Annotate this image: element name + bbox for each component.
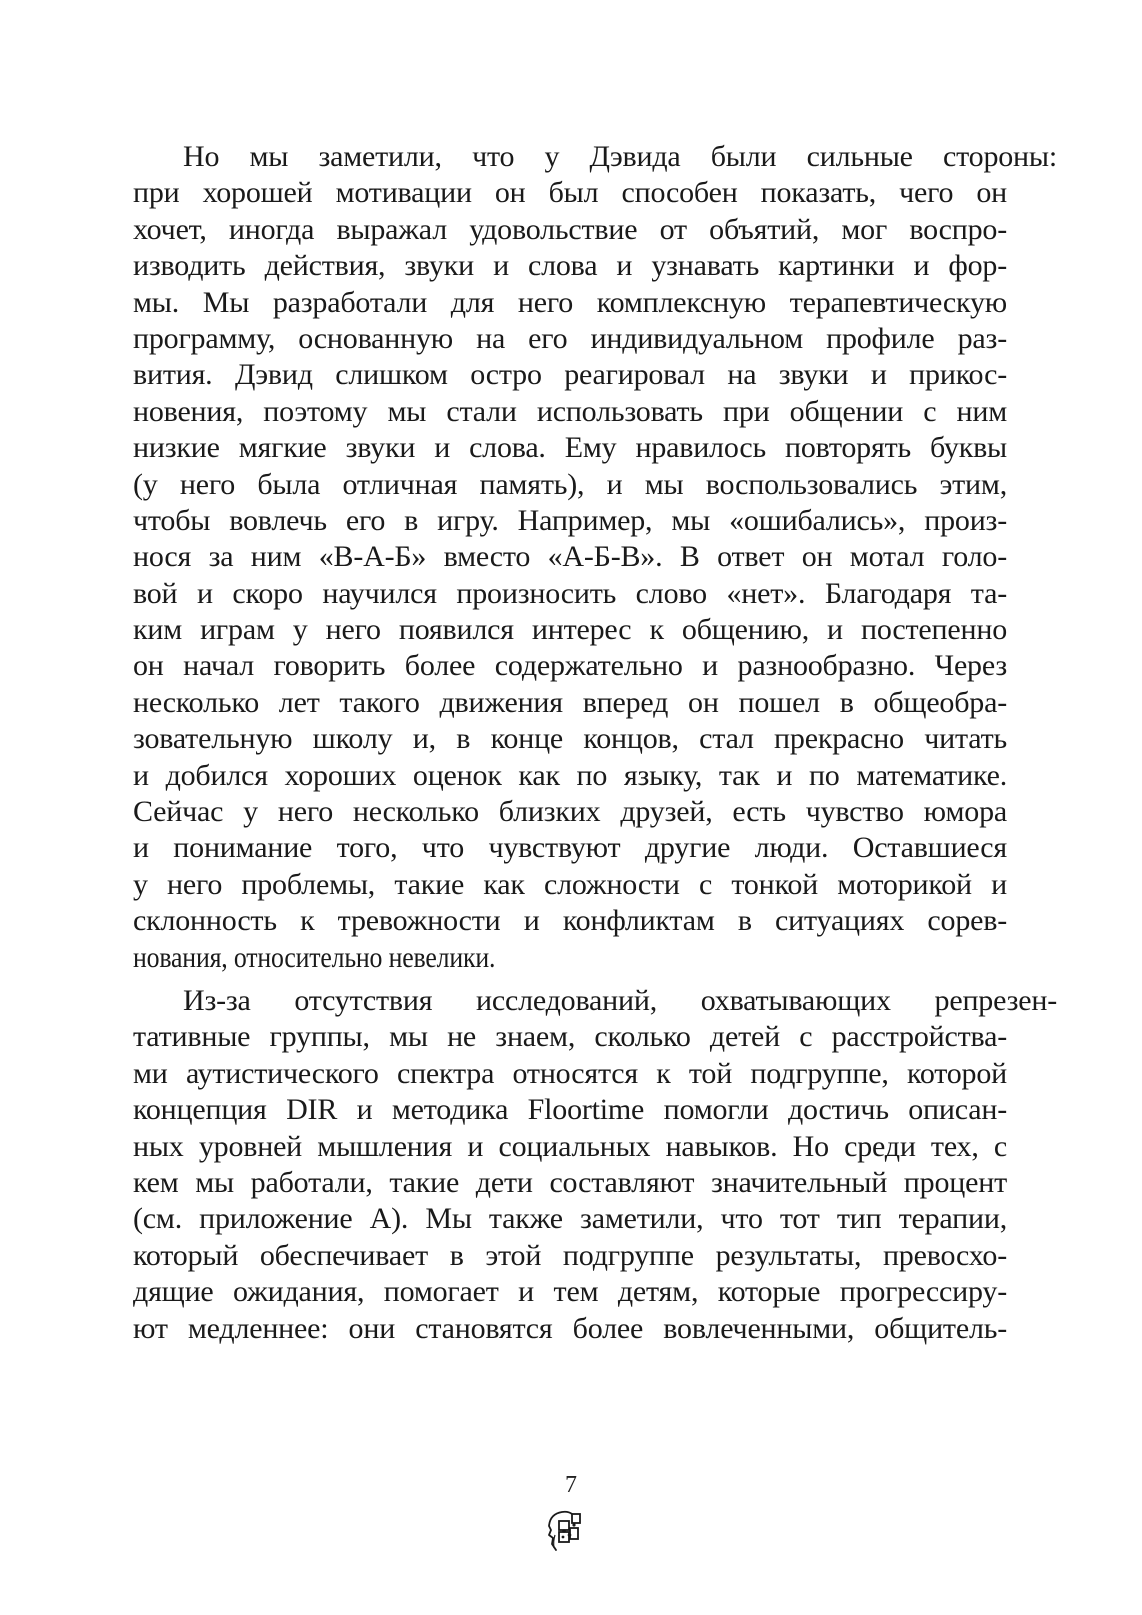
text-line: склонность к тревожности и конфликтам в ситуациях сорев-: [133, 904, 1007, 938]
text-line: дящие ожидания, помогает и тем детям, которые прогрессиру-: [133, 1275, 1007, 1309]
text-line: ми аутистического спектра относятся к той подгруппе, которой: [133, 1056, 1007, 1090]
text-line: ким играм у него появился интерес к общению, и постепенно: [133, 613, 1007, 647]
text-line: у него проблемы, такие как сложности с тонкой моторикой и: [133, 867, 1007, 901]
text-line: низкие мягкие звуки и слова. Ему нравилось повторять буквы: [133, 431, 1007, 465]
text-line: Но мы заметили, что у Дэвида были сильные стороны:: [183, 140, 1057, 173]
text-line: он начал говорить более содержательно и разнообразно. Через: [133, 649, 1007, 683]
text-line: концепция DIR и методика Floortime помогли достичь описан-: [133, 1093, 1007, 1127]
text-line: мы. Мы разработали для него комплексную терапевтическую: [133, 285, 1007, 319]
text-line: кем мы работали, такие дети составляют значительный процент: [133, 1165, 1007, 1199]
head-puzzle-icon: [542, 1508, 582, 1552]
text-line: (у него была отличная память), и мы воспользовались этим,: [133, 467, 1007, 501]
text-line: программу, основанную на его индивидуальном профиле раз-: [133, 321, 1007, 355]
paragraph-1: [133, 139, 1057, 976]
page-number: 7: [565, 1472, 577, 1498]
text-line: ют медленнее: они становятся более вовлеченными, общитель-: [133, 1311, 1007, 1345]
text-line: и понимание того, что чувствуют другие люди. Оставшиеся: [133, 831, 1007, 865]
text-line: вития. Дэвид слишком остро реагировал на звуки и прикос-: [133, 358, 1007, 392]
text-line: ных уровней мышления и социальных навыков. Но среди тех, с: [133, 1129, 1007, 1163]
paragraph-2: [133, 983, 1057, 1347]
text-line: Сейчас у него несколько близких друзей, есть чувство юмора: [133, 795, 1007, 829]
body-text: [133, 139, 1057, 1347]
text-line: который обеспечивает в этой подгруппе результаты, превосхо-: [133, 1238, 1007, 1272]
text-line: чтобы вовлечь его в игру. Например, мы «ошибались», произ-: [133, 503, 1007, 537]
text-line: несколько лет такого движения вперед он пошел в общеобра-: [133, 685, 1007, 719]
text-line: Из-за отсутствия исследований, охватывающих репрезен-: [183, 983, 1057, 1017]
text-line: и добился хороших оценок как по языку, так и по математике.: [133, 758, 1007, 792]
text-line: новения, поэтому мы стали использовать при общении с ним: [133, 394, 1007, 428]
text-line: хочет, иногда выражал удовольствие от объятий, мог воспро-: [133, 212, 1007, 246]
text-line: вой и скоро научился произносить слово «нет». Благодаря та-: [133, 576, 1007, 610]
text-line: нося за ним «В-А-Б» вместо «А-Б-В». В ответ он мотал голо-: [133, 540, 1007, 574]
text-line: зовательную школу и, в конце концов, стал прекрасно читать: [133, 722, 1007, 756]
text-line: тативные группы, мы не знаем, сколько детей с расстройства-: [133, 1020, 1007, 1054]
text-line: нования, относительно невелики.: [133, 940, 496, 974]
text-line: (см. приложение А). Мы также заметили, что тот тип терапии,: [133, 1202, 1007, 1236]
text-line: изводить действия, звуки и слова и узнавать картинки и фор-: [133, 249, 1007, 283]
text-line: при хорошей мотивации он был способен показать, чего он: [133, 176, 1007, 210]
